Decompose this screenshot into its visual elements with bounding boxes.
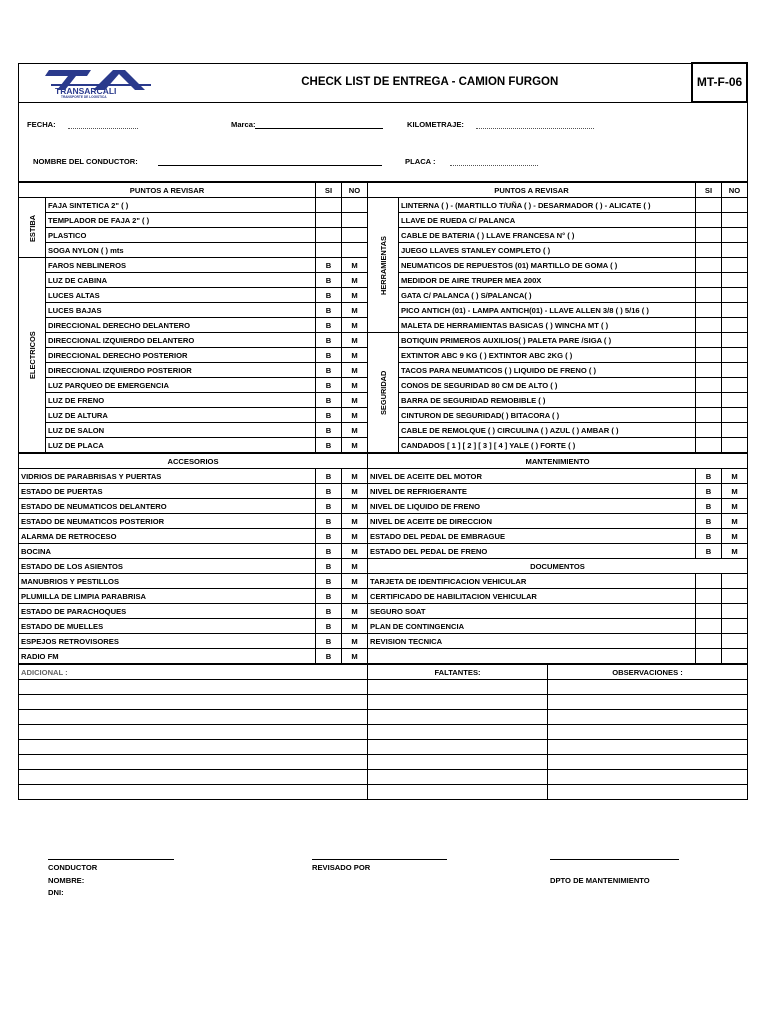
accesorio-item: ESTADO DE MUELLES	[19, 619, 316, 634]
notes-row	[19, 695, 748, 710]
si-box[interactable]	[696, 408, 722, 423]
check-item: LUCES BAJAS	[46, 303, 316, 318]
company-name: TRANSARCALI	[55, 85, 117, 96]
no-header-right: NO	[722, 183, 748, 198]
no-box[interactable]	[722, 228, 748, 243]
accesorio-item: PLUMILLA DE LIMPIA PARABRISA	[19, 589, 316, 604]
checklist-row	[19, 469, 748, 484]
check-item: BARRA DE SEGURIDAD REMOBIBLE ( )	[399, 393, 696, 408]
no-box[interactable]	[722, 213, 748, 228]
info-section	[18, 103, 748, 182]
observaciones-cell[interactable]	[548, 710, 748, 725]
check-item: PLASTICO	[46, 228, 316, 243]
puntos-header-left: PUNTOS A REVISAR	[19, 183, 316, 198]
si-box[interactable]	[316, 228, 342, 243]
b-option[interactable]: B	[316, 408, 342, 423]
documento-item	[368, 649, 696, 664]
si-box[interactable]	[695, 589, 721, 604]
check-item: PICO ANTICH (01) - LAMPA ANTICH(01) - LLAVE ALLEN 3/8 ( ) 5/16 ( )	[399, 303, 696, 318]
group-seguridad: SEGURIDAD	[368, 333, 399, 453]
observaciones-cell[interactable]	[548, 725, 748, 740]
check-item: JUEGO LLAVES STANLEY COMPLETO ( )	[399, 243, 696, 258]
check-item: LINTERNA ( ) - (MARTILLO T/UÑA ( ) - DESARMADOR ( ) - ALICATE ( )	[399, 198, 696, 213]
check-item: LUZ DE ALTURA	[46, 408, 316, 423]
kilometraje-field[interactable]	[476, 128, 594, 129]
accesorio-item: ESTADO DE PARACHOQUES	[19, 604, 316, 619]
m-option[interactable]: M	[342, 649, 368, 664]
m-option[interactable]: M	[342, 559, 368, 574]
si-box[interactable]	[316, 243, 342, 258]
checklist-row	[19, 333, 748, 348]
si-box[interactable]	[696, 333, 722, 348]
puntos-header-right: PUNTOS A REVISAR	[368, 183, 696, 198]
m-option[interactable]: M	[342, 529, 368, 544]
faltantes-cell[interactable]	[368, 680, 548, 695]
checklist-row	[19, 559, 748, 574]
no-box[interactable]	[722, 363, 748, 378]
group-electricos: ELECTRICOS	[19, 258, 46, 453]
m-option[interactable]: M	[342, 484, 368, 499]
m-option[interactable]: M	[721, 514, 747, 529]
b-option[interactable]: B	[316, 484, 342, 499]
notes-row	[19, 740, 748, 755]
m-option[interactable]: M	[342, 589, 368, 604]
observaciones-cell[interactable]	[548, 680, 748, 695]
b-option[interactable]: B	[316, 514, 342, 529]
conductor-signature-line[interactable]	[48, 859, 174, 860]
b-option[interactable]: B	[316, 634, 342, 649]
b-option[interactable]: B	[316, 529, 342, 544]
company-tagline: TRANSPORTE DE LOGISTICA	[61, 94, 107, 98]
mantenimiento-item: NIVEL DE ACEITE DEL MOTOR	[368, 469, 696, 484]
m-option[interactable]: M	[721, 469, 747, 484]
check-item: DIRECCIONAL IZQUIERDO POSTERIOR	[46, 363, 316, 378]
accesorios-table	[18, 453, 748, 664]
no-box[interactable]	[721, 604, 747, 619]
notes-row	[19, 785, 748, 800]
m-option[interactable]: M	[721, 529, 747, 544]
si-box[interactable]	[696, 213, 722, 228]
checklist-row	[19, 604, 748, 619]
no-box[interactable]	[722, 393, 748, 408]
m-option[interactable]: M	[342, 619, 368, 634]
adicional-cell[interactable]	[19, 755, 368, 770]
b-option[interactable]: B	[695, 514, 721, 529]
mantenimiento-item: NIVEL DE ACEITE DE DIRECCION	[368, 514, 696, 529]
b-option[interactable]: B	[695, 499, 721, 514]
notes-table	[18, 664, 748, 800]
no-box[interactable]	[722, 408, 748, 423]
fecha-field[interactable]	[68, 128, 138, 129]
faltantes-cell[interactable]	[368, 695, 548, 710]
b-option[interactable]: B	[316, 559, 342, 574]
observaciones-cell[interactable]	[548, 695, 748, 710]
notes-row	[19, 755, 748, 770]
b-option[interactable]: B	[316, 499, 342, 514]
notes-row	[19, 680, 748, 695]
m-option[interactable]: M	[342, 378, 368, 393]
check-item: CINTURON DE SEGURIDAD( ) BITACORA ( )	[399, 408, 696, 423]
faltantes-cell[interactable]	[368, 770, 548, 785]
b-option[interactable]: B	[316, 619, 342, 634]
observaciones-label: OBSERVACIONES :	[548, 665, 748, 680]
b-option[interactable]: B	[316, 649, 342, 664]
no-box[interactable]	[722, 288, 748, 303]
b-option[interactable]: B	[316, 288, 342, 303]
no-box[interactable]	[342, 228, 368, 243]
conductor-label: NOMBRE DEL CONDUCTOR:	[33, 157, 138, 166]
checklist-row	[19, 634, 748, 649]
adicional-cell[interactable]	[19, 695, 368, 710]
observaciones-cell[interactable]	[548, 785, 748, 800]
m-option[interactable]: M	[342, 258, 368, 273]
marca-label: Marca:	[231, 120, 256, 129]
accesorio-item: ESTADO DE LOS ASIENTOS	[19, 559, 316, 574]
checklist-row	[19, 574, 748, 589]
check-item: LUZ DE CABINA	[46, 273, 316, 288]
no-box[interactable]	[722, 198, 748, 213]
m-option[interactable]: M	[342, 273, 368, 288]
b-option[interactable]: B	[316, 589, 342, 604]
m-option[interactable]: M	[342, 348, 368, 363]
b-option[interactable]: B	[316, 438, 342, 453]
b-option[interactable]: B	[316, 348, 342, 363]
check-item: BOTIQUIN PRIMEROS AUXILIOS( ) PALETA PARE /SIGA ( )	[399, 333, 696, 348]
documento-item: TARJETA DE IDENTIFICACION VEHICULAR	[368, 574, 696, 589]
m-option[interactable]: M	[342, 318, 368, 333]
placa-field[interactable]	[450, 165, 538, 166]
accesorios-title: ACCESORIOS	[19, 454, 368, 469]
no-box[interactable]	[721, 589, 747, 604]
si-box[interactable]	[696, 423, 722, 438]
adicional-label: ADICIONAL :	[19, 665, 368, 680]
adicional-cell[interactable]	[19, 710, 368, 725]
notes-row	[19, 710, 748, 725]
m-option[interactable]: M	[721, 544, 747, 559]
checklist-row	[19, 619, 748, 634]
mantenimiento-title: MANTENIMIENTO	[368, 454, 748, 469]
accesorio-item: ESPEJOS RETROVISORES	[19, 634, 316, 649]
check-item: NEUMATICOS DE REPUESTOS (01) MARTILLO DE GOMA ( )	[399, 258, 696, 273]
observaciones-cell[interactable]	[548, 770, 748, 785]
revisado-label: REVISADO POR	[312, 863, 371, 872]
checklist-row	[19, 499, 748, 514]
checklist-row	[19, 649, 748, 664]
checklist-table	[18, 182, 748, 453]
checklist-form	[18, 62, 748, 806]
check-item: FAROS NEBLINEROS	[46, 258, 316, 273]
no-box[interactable]	[722, 318, 748, 333]
b-option[interactable]: B	[316, 258, 342, 273]
si-box[interactable]	[696, 438, 722, 453]
checklist-row	[19, 529, 748, 544]
faltantes-cell[interactable]	[368, 710, 548, 725]
si-box[interactable]	[696, 288, 722, 303]
accesorio-item: BOCINA	[19, 544, 316, 559]
si-box[interactable]	[696, 273, 722, 288]
adicional-cell[interactable]	[19, 785, 368, 800]
b-option[interactable]: B	[316, 574, 342, 589]
adicional-cell[interactable]	[19, 680, 368, 695]
m-option[interactable]: M	[342, 574, 368, 589]
b-option[interactable]: B	[316, 318, 342, 333]
check-item: LUCES ALTAS	[46, 288, 316, 303]
observaciones-cell[interactable]	[548, 755, 748, 770]
check-item: DIRECCIONAL DERECHO POSTERIOR	[46, 348, 316, 363]
b-option[interactable]: B	[316, 393, 342, 408]
b-option[interactable]: B	[316, 378, 342, 393]
conductor-label: CONDUCTOR	[48, 863, 98, 872]
mantenimiento-item: NIVEL DE LIQUIDO DE FRENO	[368, 499, 696, 514]
form-title: CHECK LIST DE ENTREGA - CAMION FURGON	[169, 63, 693, 102]
si-box[interactable]	[696, 198, 722, 213]
si-box[interactable]	[316, 213, 342, 228]
si-box[interactable]	[696, 363, 722, 378]
si-box[interactable]	[696, 378, 722, 393]
no-box[interactable]	[721, 649, 747, 664]
check-item: MALETA DE HERRAMIENTAS BASICAS ( ) WINCHA MT ( )	[399, 318, 696, 333]
checklist-row	[19, 589, 748, 604]
accesorio-item: ESTADO DE NEUMATICOS POSTERIOR	[19, 514, 316, 529]
check-item: MEDIDOR DE AIRE TRUPER MEA 200X	[399, 273, 696, 288]
b-option[interactable]: B	[316, 469, 342, 484]
nombre-label: NOMBRE:	[48, 876, 85, 885]
transarcali-logo-icon	[21, 64, 166, 98]
accesorio-item: ESTADO DE NEUMATICOS DELANTERO	[19, 499, 316, 514]
si-box[interactable]	[695, 604, 721, 619]
m-option[interactable]: M	[342, 604, 368, 619]
check-item: LUZ DE PLACA	[46, 438, 316, 453]
m-option[interactable]: M	[721, 499, 747, 514]
placa-label: PLACA :	[405, 157, 436, 166]
checklist-row	[19, 544, 748, 559]
m-option[interactable]: M	[342, 469, 368, 484]
dpto-label: DPTO DE MANTENIMIENTO	[550, 876, 650, 885]
b-option[interactable]: B	[316, 604, 342, 619]
documento-item: REVISION TECNICA	[368, 634, 696, 649]
check-item: LUZ DE SALON	[46, 423, 316, 438]
check-item: CONOS DE SEGURIDAD 80 CM DE ALTO ( )	[399, 378, 696, 393]
group-herramientas: HERRAMIENTAS	[368, 198, 399, 333]
si-header-left: SI	[316, 183, 342, 198]
dpto-signature-line[interactable]	[550, 859, 679, 860]
no-box[interactable]	[722, 243, 748, 258]
si-box[interactable]	[696, 258, 722, 273]
adicional-cell[interactable]	[19, 740, 368, 755]
b-option[interactable]: B	[316, 544, 342, 559]
notes-row	[19, 770, 748, 785]
no-box[interactable]	[342, 213, 368, 228]
observaciones-cell[interactable]	[548, 740, 748, 755]
b-option[interactable]: B	[316, 423, 342, 438]
si-box[interactable]	[695, 634, 721, 649]
si-box[interactable]	[695, 574, 721, 589]
form-header	[18, 62, 748, 103]
notes-row	[19, 725, 748, 740]
accesorio-item: RADIO FM	[19, 649, 316, 664]
checklist-row	[19, 514, 748, 529]
no-box[interactable]	[722, 438, 748, 453]
check-item: DIRECCIONAL IZQUIERDO DELANTERO	[46, 333, 316, 348]
no-box[interactable]	[722, 258, 748, 273]
si-box[interactable]	[696, 318, 722, 333]
documento-item: PLAN DE CONTINGENCIA	[368, 619, 696, 634]
m-option[interactable]: M	[342, 634, 368, 649]
m-option[interactable]: M	[342, 333, 368, 348]
marca-field[interactable]	[255, 128, 383, 129]
no-box[interactable]	[722, 423, 748, 438]
no-box[interactable]	[722, 333, 748, 348]
faltantes-cell[interactable]	[368, 755, 548, 770]
check-item: CABLE DE BATERIA ( ) LLAVE FRANCESA N° ( )	[399, 228, 696, 243]
m-option[interactable]: M	[342, 544, 368, 559]
m-option[interactable]: M	[342, 438, 368, 453]
check-item: EXTINTOR ABC 9 KG ( ) EXTINTOR ABC 2KG ( )	[399, 348, 696, 363]
b-option[interactable]: B	[316, 333, 342, 348]
check-item: FAJA SINTETICA 2" ( )	[46, 198, 316, 213]
documento-item: SEGURO SOAT	[368, 604, 696, 619]
m-option[interactable]: M	[342, 303, 368, 318]
faltantes-cell[interactable]	[368, 785, 548, 800]
m-option[interactable]: M	[342, 363, 368, 378]
m-option[interactable]: M	[342, 514, 368, 529]
accesorio-item: MANUBRIOS Y PESTILLOS	[19, 574, 316, 589]
faltantes-cell[interactable]	[368, 740, 548, 755]
no-box[interactable]	[721, 634, 747, 649]
si-header-right: SI	[696, 183, 722, 198]
b-option[interactable]: B	[316, 363, 342, 378]
check-item: LUZ PARQUEO DE EMERGENCIA	[46, 378, 316, 393]
si-box[interactable]	[696, 303, 722, 318]
no-box[interactable]	[342, 243, 368, 258]
b-option[interactable]: B	[695, 544, 721, 559]
adicional-cell[interactable]	[19, 725, 368, 740]
mantenimiento-item: NIVEL DE REFRIGERANTE	[368, 484, 696, 499]
check-item: CANDADOS [ 1 ] [ 2 ] [ 3 ] [ 4 ] YALE ( ) FORTE ( )	[399, 438, 696, 453]
accesorio-item: ESTADO DE PUERTAS	[19, 484, 316, 499]
b-option[interactable]: B	[695, 469, 721, 484]
m-option[interactable]: M	[342, 499, 368, 514]
documento-item: CERTIFICADO DE HABILITACION VEHICULAR	[368, 589, 696, 604]
m-option[interactable]: M	[342, 423, 368, 438]
si-box[interactable]	[696, 228, 722, 243]
si-box[interactable]	[695, 649, 721, 664]
checklist-row	[19, 484, 748, 499]
no-box[interactable]	[722, 303, 748, 318]
b-option[interactable]: B	[695, 529, 721, 544]
revisado-signature-line[interactable]	[312, 859, 447, 860]
m-option[interactable]: M	[342, 393, 368, 408]
check-item: TEMPLADOR DE FAJA 2" ( )	[46, 213, 316, 228]
faltantes-label: FALTANTES:	[368, 665, 548, 680]
b-option[interactable]: B	[316, 273, 342, 288]
kilometraje-label: KILOMETRAJE:	[407, 120, 464, 129]
accesorio-item: ALARMA DE RETROCESO	[19, 529, 316, 544]
m-option[interactable]: M	[342, 288, 368, 303]
check-item: SOGA NYLON ( ) mts	[46, 243, 316, 258]
checklist-row	[19, 198, 748, 213]
check-item: GATA C/ PALANCA ( ) S/PALANCA( )	[399, 288, 696, 303]
no-header-left: NO	[342, 183, 368, 198]
check-item: TACOS PARA NEUMATICOS ( ) LIQUIDO DE FRENO ( )	[399, 363, 696, 378]
adicional-cell[interactable]	[19, 770, 368, 785]
check-item: DIRECCIONAL DERECHO DELANTERO	[46, 318, 316, 333]
conductor-field[interactable]	[158, 165, 382, 166]
m-option[interactable]: M	[721, 484, 747, 499]
no-box[interactable]	[342, 198, 368, 213]
logo	[19, 63, 169, 102]
form-code: MT-F-06	[692, 63, 747, 102]
no-box[interactable]	[722, 378, 748, 393]
dni-label: DNI:	[48, 888, 64, 897]
no-box[interactable]	[721, 619, 747, 634]
faltantes-cell[interactable]	[368, 725, 548, 740]
si-box[interactable]	[696, 348, 722, 363]
group-estiba: ESTIBA	[19, 198, 46, 258]
b-option[interactable]: B	[695, 484, 721, 499]
accesorio-item: VIDRIOS DE PARABRISAS Y PUERTAS	[19, 469, 316, 484]
m-option[interactable]: M	[342, 408, 368, 423]
documentos-title: DOCUMENTOS	[368, 559, 748, 574]
si-box[interactable]	[696, 243, 722, 258]
no-box[interactable]	[722, 273, 748, 288]
fecha-label: FECHA:	[27, 120, 56, 129]
si-box[interactable]	[316, 198, 342, 213]
check-item: CABLE DE REMOLQUE ( ) CIRCULINA ( ) AZUL ( ) AMBAR ( )	[399, 423, 696, 438]
si-box[interactable]	[695, 619, 721, 634]
no-box[interactable]	[722, 348, 748, 363]
mantenimiento-item: ESTADO DEL PEDAL DE FRENO	[368, 544, 696, 559]
check-item: LUZ DE FRENO	[46, 393, 316, 408]
b-option[interactable]: B	[316, 303, 342, 318]
si-box[interactable]	[696, 393, 722, 408]
mantenimiento-item: ESTADO DEL PEDAL DE EMBRAGUE	[368, 529, 696, 544]
no-box[interactable]	[721, 574, 747, 589]
check-item: LLAVE DE RUEDA C/ PALANCA	[399, 213, 696, 228]
